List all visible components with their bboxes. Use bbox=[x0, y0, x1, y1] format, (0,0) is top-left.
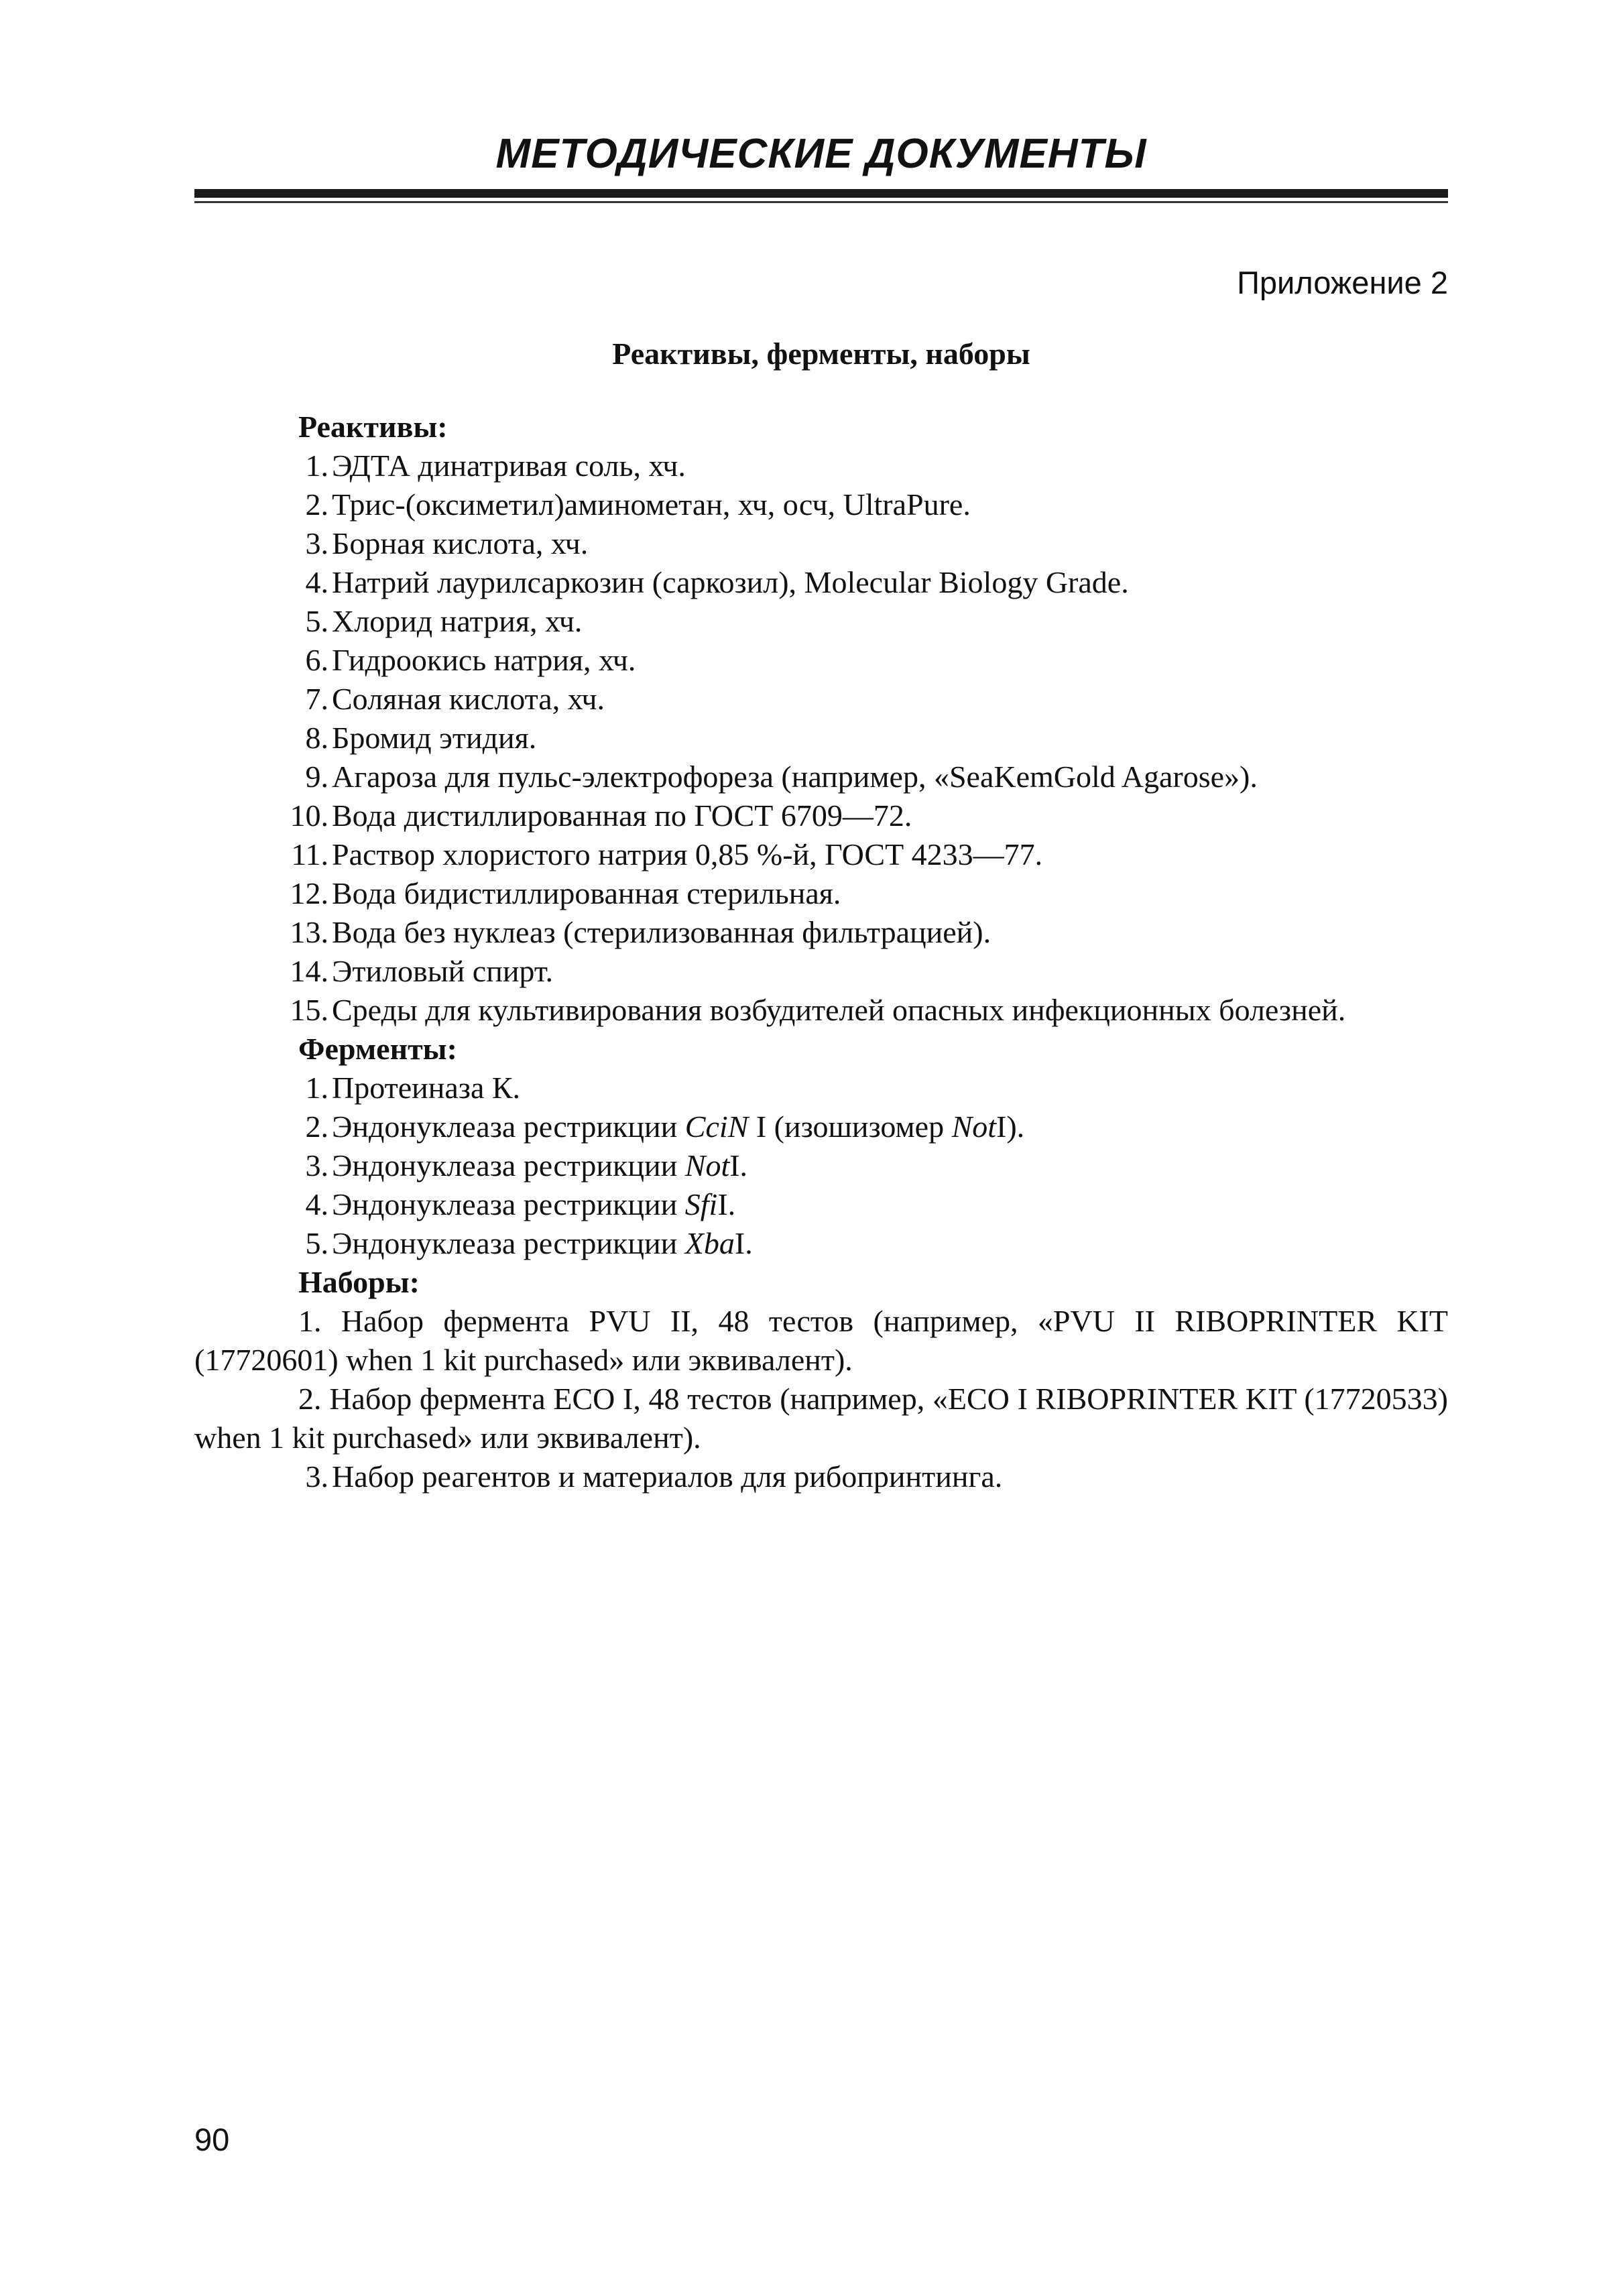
enzyme-item bbox=[194, 1224, 1448, 1263]
item-text: Натрий лаурилсаркозин (саркозил), Molecular Biology Grade. bbox=[332, 565, 1129, 599]
reagent-item bbox=[194, 446, 1448, 485]
item-text: Набор фермента ECO I, 48 тестов (например, «ECO I RIBOPRINTER KIT (17720533) when 1 kit purchased» или эквивалент). bbox=[194, 1382, 1448, 1455]
enzyme-name: Not bbox=[684, 1148, 730, 1183]
item-number: 1. bbox=[305, 1071, 328, 1105]
document-body bbox=[194, 408, 1448, 1496]
page-number: 90 bbox=[194, 2122, 230, 2157]
item-number: 5. bbox=[305, 604, 328, 638]
item-text-prefix: Эндонуклеаза рестрикции bbox=[332, 1148, 685, 1183]
item-text: Хлорид натрия, хч. bbox=[332, 604, 583, 638]
item-number: 4. bbox=[305, 1187, 328, 1221]
enzymes-heading: Ферменты: bbox=[298, 1032, 457, 1066]
kit-item bbox=[194, 1457, 1448, 1496]
item-number: 1. bbox=[305, 448, 328, 483]
item-number: 13. bbox=[290, 915, 328, 949]
item-text: Вода дистиллированная по ГОСТ 6709—72. bbox=[332, 798, 912, 833]
item-text-suffix: I. bbox=[734, 1226, 753, 1260]
item-text-prefix: Эндонуклеаза рестрикции bbox=[332, 1226, 685, 1260]
reagent-item bbox=[194, 991, 1448, 1030]
item-text-prefix: Эндонуклеаза рестрикции bbox=[332, 1109, 685, 1144]
item-text-middle: I (изошизомер bbox=[748, 1109, 952, 1144]
item-number: 11. bbox=[291, 837, 328, 871]
item-number: 6. bbox=[305, 643, 328, 677]
item-text: Набор реагентов и материалов для рибопринтинга. bbox=[332, 1459, 1003, 1494]
item-number: 10. bbox=[290, 798, 328, 833]
enzyme-name: CciN bbox=[684, 1109, 749, 1144]
item-text: Раствор хлористого натрия 0,85 %-й, ГОСТ 4233—77. bbox=[332, 837, 1043, 871]
reagent-item bbox=[194, 874, 1448, 913]
item-text: Агароза для пульс-электрофореза (например, «SeaKemGold Agarose»). bbox=[332, 760, 1258, 794]
section-title: Реактивы, ферменты, наборы bbox=[612, 337, 1030, 371]
item-number: 1. bbox=[298, 1304, 322, 1338]
enzyme-item bbox=[194, 1146, 1448, 1185]
item-number: 3. bbox=[305, 1148, 328, 1183]
item-number: 15. bbox=[290, 993, 328, 1027]
kits-heading: Наборы: bbox=[298, 1265, 420, 1299]
item-number: 3. bbox=[305, 526, 328, 560]
enzyme-item bbox=[194, 1185, 1448, 1224]
item-text: Вода без нуклеаз (стерилизованная фильтрацией). bbox=[332, 915, 991, 949]
item-text-prefix: Эндонуклеаза рестрикции bbox=[332, 1187, 685, 1221]
reagent-item bbox=[194, 602, 1448, 641]
enzyme-item bbox=[194, 1107, 1448, 1146]
reagent-item bbox=[194, 796, 1448, 835]
item-text: Протеиназа К. bbox=[332, 1071, 521, 1105]
reagent-item bbox=[194, 719, 1448, 758]
item-number: 8. bbox=[305, 721, 328, 755]
running-header: МЕТОДИЧЕСКИЕ ДОКУМЕНТЫ bbox=[495, 131, 1147, 177]
reagent-item bbox=[194, 524, 1448, 563]
reagent-item bbox=[194, 641, 1448, 680]
item-number: 2. bbox=[305, 1109, 328, 1144]
item-number: 2. bbox=[305, 487, 328, 522]
item-text: Гидроокись натрия, хч. bbox=[332, 643, 636, 677]
header-rule-thin bbox=[194, 201, 1448, 203]
kit-item bbox=[194, 1302, 1448, 1380]
item-text-suffix: I. bbox=[729, 1148, 748, 1183]
enzyme-name: Sfi bbox=[684, 1187, 718, 1221]
enzyme-item bbox=[194, 1069, 1448, 1107]
item-number: 3. bbox=[305, 1459, 328, 1494]
reagent-item bbox=[194, 835, 1448, 874]
header-rule-thick bbox=[194, 189, 1448, 198]
item-text-suffix: I). bbox=[996, 1109, 1025, 1144]
reagent-item bbox=[194, 758, 1448, 796]
item-number: 7. bbox=[305, 682, 328, 716]
item-text: Соляная кислота, хч. bbox=[332, 682, 605, 716]
item-number: 5. bbox=[305, 1226, 328, 1260]
item-number: 9. bbox=[305, 760, 328, 794]
kit-item bbox=[194, 1380, 1448, 1457]
reagent-item bbox=[194, 952, 1448, 991]
reagents-heading: Реактивы: bbox=[298, 410, 448, 444]
reagent-item bbox=[194, 913, 1448, 952]
appendix-label: Приложение 2 bbox=[1237, 265, 1448, 300]
item-text: Борная кислота, хч. bbox=[332, 526, 589, 560]
item-text: ЭДТА динатривая соль, хч. bbox=[332, 448, 686, 483]
item-text: Трис-(оксиметил)аминометан, хч, осч, UltraPure. bbox=[332, 487, 971, 522]
reagent-item bbox=[194, 485, 1448, 524]
enzyme-name: Not bbox=[951, 1109, 997, 1144]
reagent-item bbox=[194, 563, 1448, 602]
item-number: 4. bbox=[305, 565, 328, 599]
item-number: 2. bbox=[298, 1382, 322, 1416]
item-text: Этиловый спирт. bbox=[332, 954, 553, 988]
item-text: Вода бидистиллированная стерильная. bbox=[332, 876, 841, 910]
reagent-item bbox=[194, 680, 1448, 719]
item-number: 14. bbox=[290, 954, 328, 988]
item-text: Набор фермента PVU II, 48 тестов (например, «PVU II RIBOPRINTER KIT (17720601) when 1 kit purchased» или эквивалент). bbox=[194, 1304, 1449, 1377]
item-number: 12. bbox=[290, 876, 328, 910]
enzyme-name: Xba bbox=[684, 1226, 735, 1260]
item-text-suffix: I. bbox=[717, 1187, 736, 1221]
item-text: Бромид этидия. bbox=[332, 721, 537, 755]
item-text: Среды для культивирования возбудителей опасных инфекционных болезней. bbox=[332, 993, 1346, 1027]
